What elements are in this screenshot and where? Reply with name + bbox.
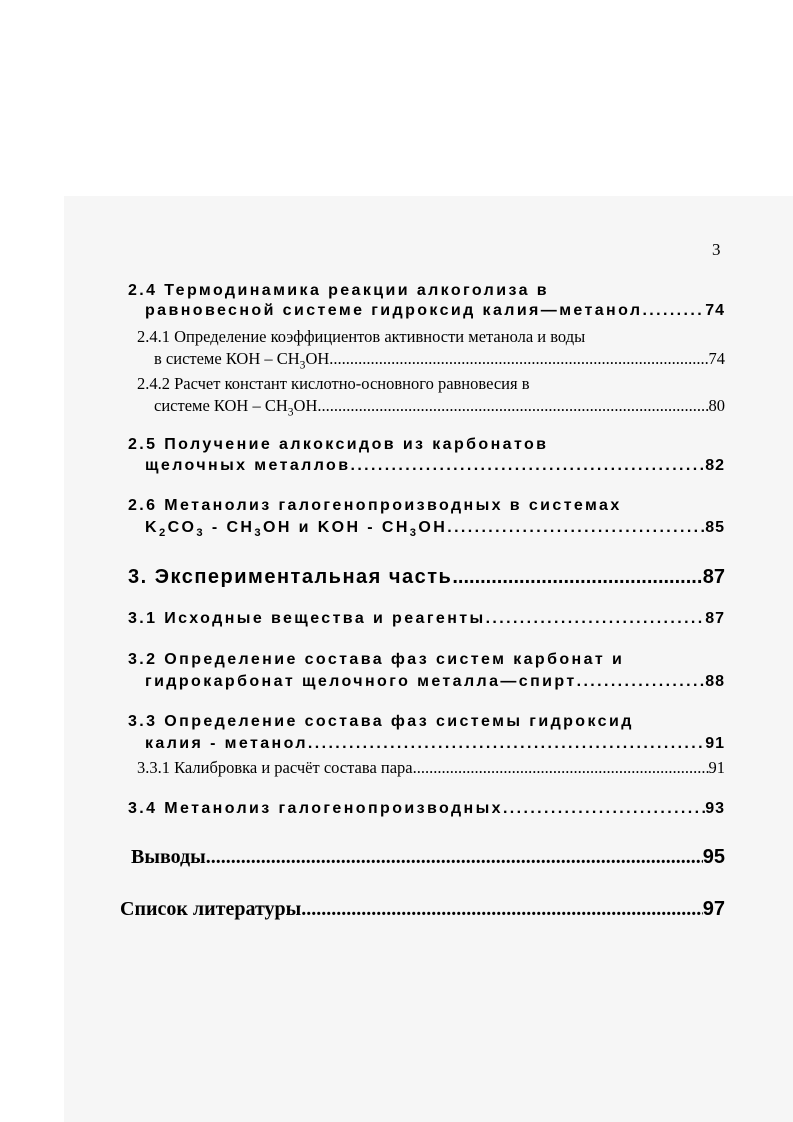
toc-entry-2-4-2[interactable] bbox=[154, 396, 725, 419]
toc-entry-title: щелочных металлов bbox=[145, 457, 351, 474]
toc-entry-2-6-line1: 2.6 Метанолиз галогенопроизводных в системах bbox=[128, 497, 622, 514]
toc-entry-2-4-2-line1: 2.4.2 Расчет констант кислотно-основного равновесия в bbox=[137, 374, 530, 393]
dot-leader bbox=[486, 610, 706, 628]
toc-entry-title: $K_2CO_3 - CH_3OH$ и KOH - $CH_3OH$ bbox=[145, 519, 448, 540]
toc-entry-title: 3.1 Исходные вещества и реагенты bbox=[128, 610, 486, 627]
toc-entry-2-4[interactable] bbox=[145, 302, 725, 320]
toc-entry-2-4-line1: 2.4 Термодинамика реакции алкоголиза в bbox=[128, 282, 550, 299]
toc-entry-2-5[interactable] bbox=[145, 457, 725, 475]
toc-page-number: 74 bbox=[708, 349, 725, 368]
toc-page-number: 87 bbox=[705, 610, 725, 627]
dot-leader bbox=[308, 735, 705, 753]
toc-entry-3-2[interactable] bbox=[145, 673, 725, 691]
dot-leader bbox=[350, 457, 705, 475]
dot-leader bbox=[642, 302, 705, 320]
dot-leader bbox=[329, 349, 708, 369]
toc-entry-conclusions[interactable] bbox=[131, 846, 725, 869]
toc-page-number: 74 bbox=[705, 302, 725, 319]
toc-entry-3-2-line1: 3.2 Определение состава фаз систем карбонат и bbox=[128, 651, 625, 668]
toc-page-number: 91 bbox=[705, 735, 725, 752]
toc-entry-title: в системе КОН – $CH_3OH$ bbox=[154, 349, 330, 372]
toc-page-number: 87 bbox=[702, 566, 725, 588]
toc-page-number: 91 bbox=[708, 758, 725, 777]
dot-leader bbox=[503, 800, 705, 818]
toc-page-number: 80 bbox=[708, 396, 725, 415]
toc-entry-3-3-1[interactable] bbox=[137, 758, 725, 778]
toc-entry-title: 3.4 Метанолиз галогенопроизводных bbox=[128, 800, 503, 817]
dot-leader bbox=[206, 846, 703, 869]
toc-entry-2-4-1[interactable] bbox=[154, 349, 725, 372]
toc-page-number: 93 bbox=[705, 800, 725, 817]
toc-entry-3-3[interactable] bbox=[145, 735, 725, 753]
toc-entry-references[interactable] bbox=[120, 898, 725, 921]
toc-entry-3[interactable] bbox=[128, 566, 725, 589]
dot-leader bbox=[447, 519, 705, 537]
toc-entry-title: системе КОН – $CH_3OH$ bbox=[154, 396, 318, 419]
toc-page-number: 82 bbox=[705, 457, 725, 474]
toc-entry-title: Выводы bbox=[131, 846, 206, 868]
toc-entry-3-4[interactable] bbox=[128, 800, 725, 818]
dot-leader bbox=[452, 566, 702, 589]
toc-entry-title: гидрокарбонат щелочного металла—спирт bbox=[145, 673, 577, 690]
toc-entry-2-5-line1: 2.5 Получение алкоксидов из карбонатов bbox=[128, 436, 549, 453]
toc-entry-2-6[interactable] bbox=[145, 519, 725, 540]
toc-page-number: 85 bbox=[705, 519, 725, 536]
toc-entry-2-4-1-line1: 2.4.1 Определение коэффициентов активности метанола и воды bbox=[137, 327, 586, 346]
toc-page-number: 95 bbox=[702, 846, 725, 868]
toc-page-number: 97 bbox=[702, 898, 725, 920]
toc-entry-title: 3.3.1 Калибровка и расчёт состава пара. bbox=[137, 758, 417, 777]
toc-entry-title: калия - метанол bbox=[145, 735, 308, 752]
toc-page-number: 88 bbox=[705, 673, 725, 690]
dot-leader bbox=[301, 898, 703, 921]
toc-entry-title: равновесной системе гидроксид калия—метанол bbox=[145, 302, 643, 319]
page-number: 3 bbox=[712, 240, 721, 259]
dot-leader bbox=[417, 758, 709, 778]
toc-entry-3-3-line1: 3.3 Определение состава фаз системы гидроксид bbox=[128, 713, 634, 730]
toc-entry-title: 3. Экспериментальная часть bbox=[128, 566, 453, 588]
dot-leader bbox=[577, 673, 706, 691]
dot-leader bbox=[317, 396, 708, 416]
toc-entry-title: Список литературы bbox=[120, 898, 302, 920]
toc-entry-3-1[interactable] bbox=[128, 610, 725, 628]
